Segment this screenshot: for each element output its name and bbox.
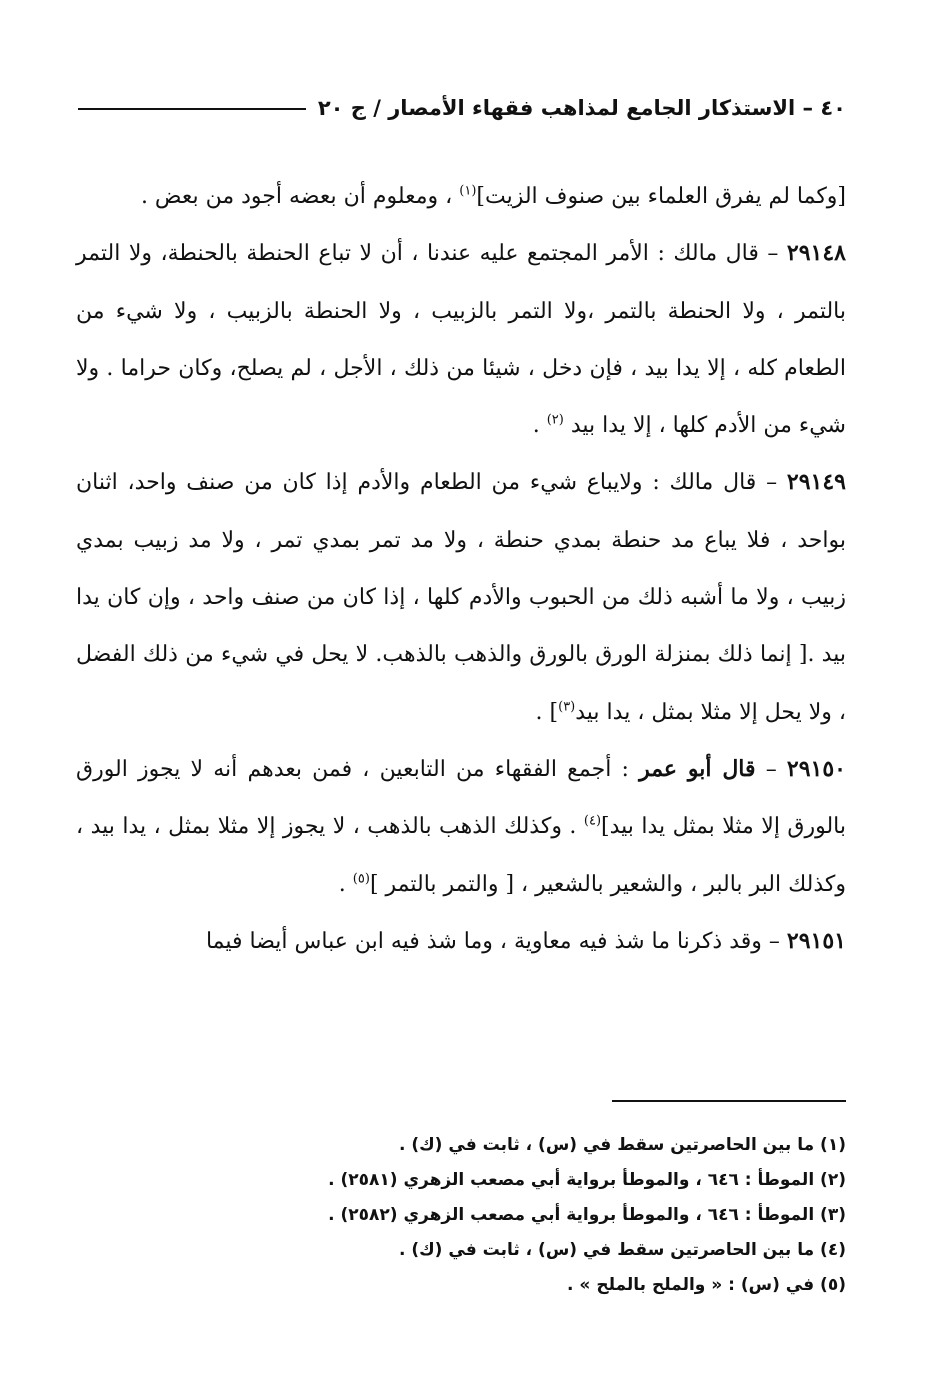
paragraph-text-end: . <box>338 871 353 897</box>
paragraph-text: وقد ذكرنا ما شذ فيه معاوية ، وما شذ فيه ابن عباس أيضا فيما <box>205 928 762 954</box>
paragraph: ٢٩١٥٠ – قال أبو عمر : أجمع الفقهاء من التابعين ، فمن بعدهم أنه لا يجوز الورق بالورق إلا مثلا بمثل يدا بيد]$^{(٤)}$ . وكذلك الذهب بالذهب ، لا يجوز إلا مثلا بمثل ، يدا بيد ، وكذلك البر بالبر ، والشعير بالشعير ، [ والتمر بالتمر ]$^{(٥)}$ . <box>76 755 846 897</box>
paragraph-text-end: . <box>532 413 547 439</box>
footnote: (٤) ما بين الحاصرتين سقط في (س) ، ثابت في (ك) . <box>398 1240 846 1260</box>
footnote-separator <box>612 1100 846 1102</box>
footnote-ref: (١) <box>459 183 477 199</box>
paragraph-text: [وكما لم يفرق العلماء بين صنوف الزيت] <box>476 184 846 209</box>
footnote-ref: (٥) <box>352 871 370 887</box>
footnote-ref: (٢) <box>546 412 564 428</box>
paragraph-number: ٢٩١٤٩ <box>786 469 846 496</box>
paragraph-text-middle: . وكذلك الذهب بالذهب ، لا يجوز إلا مثلا بمثل ، يدا بيد ، وكذلك البر بالبر ، والشعير بالشعير ، [ والتمر بالتمر ] <box>76 814 846 897</box>
paragraph-number: ٢٩١٥٠ <box>786 755 846 782</box>
paragraph-text-end: ] . <box>535 699 559 725</box>
footnote: (٢) الموطأ : ٦٤٦ ، والموطأ برواية أبي مصعب الزهري (٢٥٨١) . <box>328 1170 846 1190</box>
paragraph: ٢٩١٤٩ – قال مالك : ولايباع شيء من الطعام والأدم إذا كان من صنف واحد، اثنان بواحد ، فلا يباع مد حنطة بمدي حنطة ، ولا مد تمر بمدي تمر ، ولا مد زبيب بمدي زبيب ، ولا ما أشبه ذلك من الحبوب والأدم كلها ، إذا كان من صنف واحد ، وإن كان يدا بيد .[ إنما ذلك بمنزلة الورق بالورق والذهب بالذهب. لا يحل في شيء من ذلك الفضل ، ولا يحل إلا مثلا بمثل ، يدا بيد$^{(٣)}$] . <box>76 469 846 725</box>
paragraph: ٢٩١٥١ – وقد ذكرنا ما شذ فيه معاوية ، وما شذ فيه ابن عباس أيضا فيما <box>205 927 846 954</box>
main-text <box>76 168 846 970</box>
paragraph-number: ٢٩١٥١ <box>786 927 846 954</box>
paragraph: ٢٩١٤٨ – قال مالك : الأمر المجتمع عليه عندنا ، أن لا تباع الحنطة بالحنطة، ولا التمر بالتمر ، ولا الحنطة بالتمر ،ولا التمر بالزبيب ، ولا الحنطة بالزبيب ، ولا شيء من الطعام كله ، إلا يدا بيد ، فإن دخل ، شيئا من ذلك ، الأجل ، لم يصلح، وكان حراما . ولا شيء من الأدم كلها ، إلا يدا بيد $^{(٢)}$ . <box>76 240 846 439</box>
paragraph-text: قال مالك : الأمر المجتمع عليه عندنا ، أن لا تباع الحنطة بالحنطة، ولا التمر بالتمر ، ولا الحنطة بالتمر ،ولا التمر بالزبيب ، ولا الحنطة بالزبيب ، ولا شيء من الطعام كله ، إلا يدا بيد ، فإن دخل ، شيئا من ذلك ، الأجل ، لم يصلح، وكان حراما . ولا شيء من الأدم كلها ، إلا يدا بيد <box>76 241 846 439</box>
running-header <box>78 88 846 128</box>
footnote: (١) ما بين الحاصرتين سقط في (س) ، ثابت في (ك) . <box>398 1135 846 1155</box>
paragraph-speaker: قال أبو عمر <box>639 755 756 782</box>
paragraph-text-end: ، ومعلوم أن بعضه أجود من بعض . <box>140 184 460 209</box>
footnote: (٣) الموطأ : ٦٤٦ ، والموطأ برواية أبي مصعب الزهري (٢٥٨٢) . <box>328 1205 846 1225</box>
paragraph-number: ٢٩١٤٨ <box>786 240 846 267</box>
header-rule <box>78 108 306 110</box>
footnote-ref: (٣) <box>558 699 576 715</box>
footnotes <box>76 1128 846 1303</box>
paragraph-text: قال مالك : ولايباع شيء من الطعام والأدم إذا كان من صنف واحد، اثنان بواحد ، فلا يباع مد حنطة بمدي حنطة ، ولا مد تمر بمدي تمر ، ولا مد زبيب بمدي زبيب ، ولا ما أشبه ذلك من الحبوب والأدم كلها ، إذا كان من صنف واحد ، وإن كان يدا بيد .[ إنما ذلك بمنزلة الورق بالورق والذهب بالذهب. لا يحل في شيء من ذلك الفضل ، ولا يحل إلا مثلا بمثل ، يدا بيد <box>76 470 846 725</box>
footnote: (٥) في (س) : « والملح بالملح » . <box>567 1275 846 1295</box>
footnote-ref: (٤) <box>583 813 602 829</box>
paragraph-text: : أجمع الفقهاء من التابعين ، فمن بعدهم أنه لا يجوز الورق بالورق إلا مثلا بمثل يدا بيد] <box>76 756 846 840</box>
header-title: ٤٠ – الاستذكار الجامع لمذاهب فقهاء الأمصار / ج ٢٠ <box>317 96 846 120</box>
paragraph <box>76 168 846 225</box>
